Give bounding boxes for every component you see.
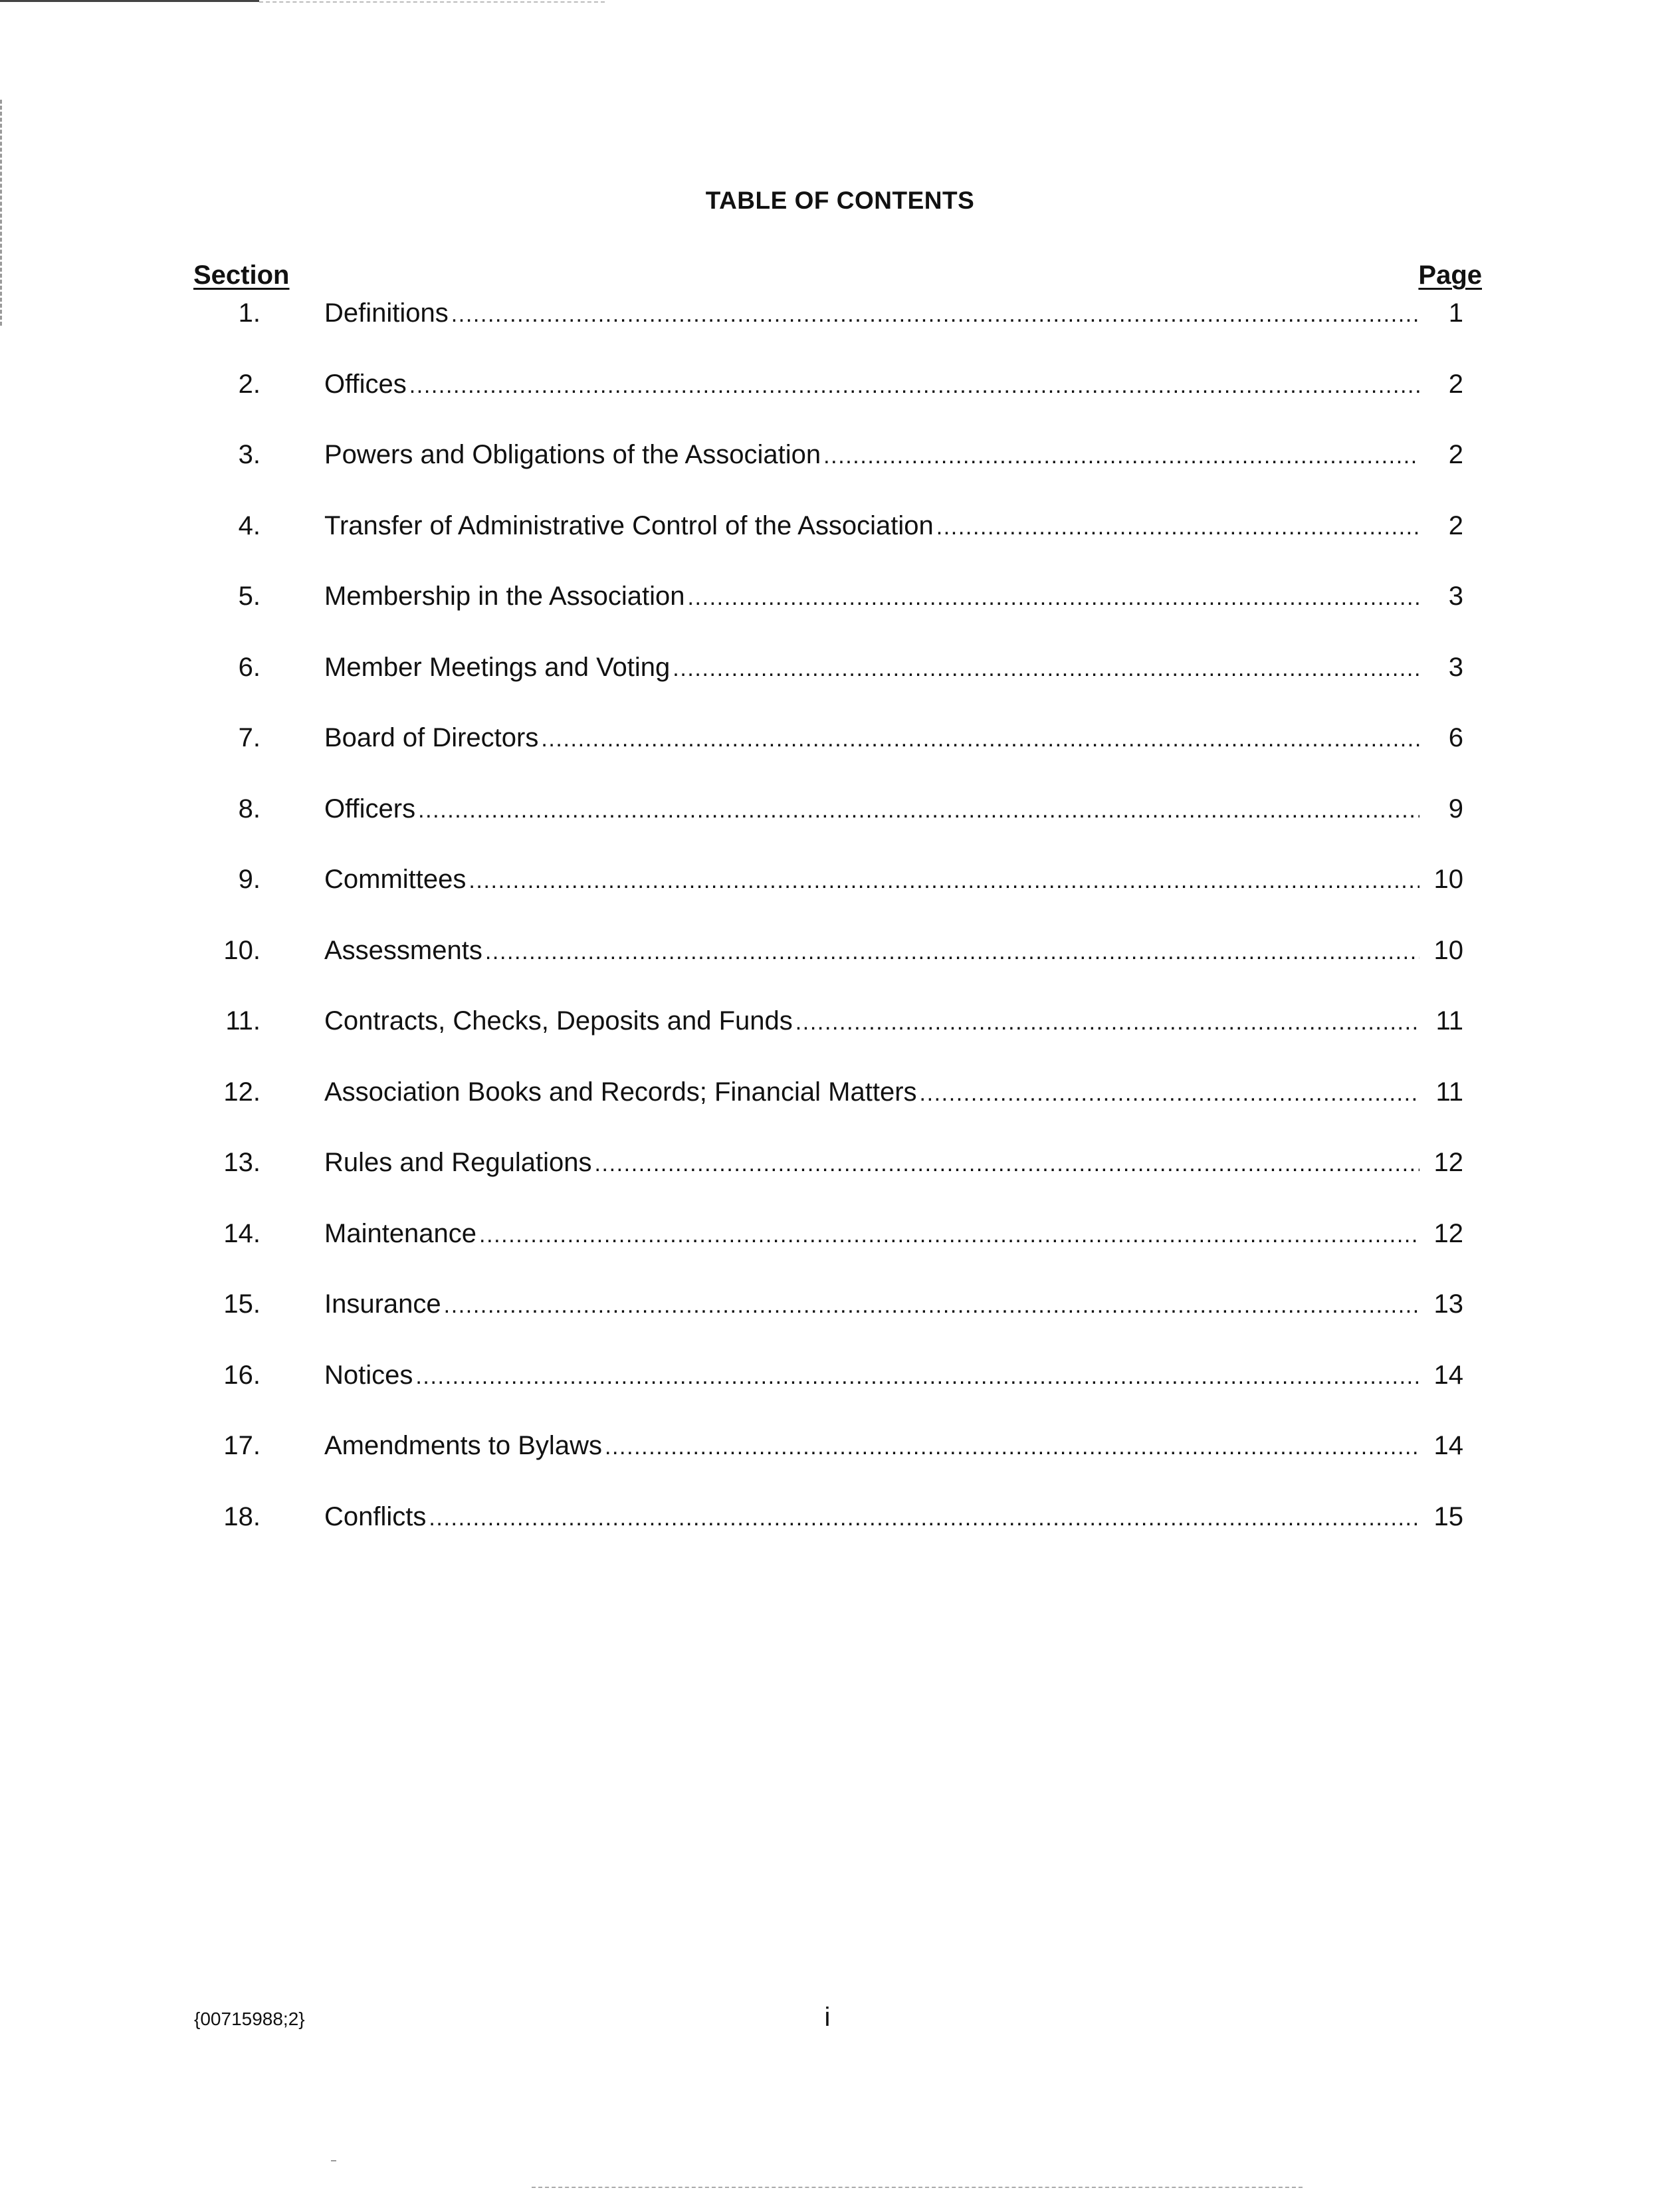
section-column-header: Section bbox=[193, 261, 290, 290]
toc-entry[interactable] bbox=[0, 934, 1680, 1005]
toc-entry-leader bbox=[324, 1500, 1462, 1535]
toc-entry-page: 6 bbox=[1419, 721, 1463, 754]
toc-entry-page: 10 bbox=[1419, 934, 1463, 967]
toc-entry[interactable] bbox=[0, 651, 1680, 722]
toc-entry-number: 17. bbox=[223, 1431, 261, 1460]
toc-entry-number: 8. bbox=[238, 794, 261, 823]
toc-entry[interactable] bbox=[0, 438, 1680, 509]
dot-leader bbox=[936, 510, 1462, 544]
toc-entry-leader bbox=[324, 863, 1462, 897]
toc-entry[interactable] bbox=[0, 721, 1680, 792]
toc-entry-number: 3. bbox=[238, 440, 261, 469]
toc-entry-number: 1. bbox=[238, 298, 261, 328]
dot-leader bbox=[429, 1501, 1462, 1535]
toc-entry-label: Conflicts bbox=[324, 1501, 427, 1531]
toc-entry-label: Powers and Obligations of the Association bbox=[324, 440, 821, 469]
toc-entry[interactable] bbox=[0, 580, 1680, 651]
toc-entry-page: 2 bbox=[1419, 368, 1463, 401]
toc-entry-leader bbox=[324, 509, 1462, 544]
toc-entry-leader bbox=[324, 368, 1462, 402]
scan-edge-bottom bbox=[532, 2187, 1303, 2188]
toc-entry-leader bbox=[324, 934, 1462, 968]
toc-entry-number: 12. bbox=[223, 1077, 261, 1107]
toc-entry-page: 9 bbox=[1419, 792, 1463, 825]
toc-entry[interactable] bbox=[0, 1359, 1680, 1430]
dot-leader bbox=[479, 1218, 1462, 1252]
toc-entry[interactable] bbox=[0, 509, 1680, 580]
toc-entry-label: Offices bbox=[324, 369, 407, 399]
toc-entry-number: 4. bbox=[238, 510, 261, 540]
toc-entry-page: 13 bbox=[1419, 1287, 1463, 1321]
dot-leader bbox=[688, 581, 1463, 614]
toc-entry-label: Rules and Regulations bbox=[324, 1148, 592, 1177]
toc-entry-leader bbox=[324, 1075, 1462, 1110]
toc-entry-page: 11 bbox=[1419, 1004, 1463, 1038]
toc-entry-leader bbox=[324, 1004, 1462, 1039]
toc-entry-leader bbox=[324, 296, 1462, 331]
dot-leader bbox=[469, 864, 1462, 897]
toc-entry-number: 7. bbox=[238, 723, 261, 752]
toc-entry[interactable] bbox=[0, 368, 1680, 439]
toc-entry-page: 15 bbox=[1419, 1500, 1463, 1533]
toc-entry-label: Membership in the Association bbox=[324, 582, 685, 611]
dot-leader bbox=[594, 1147, 1462, 1180]
toc-entry-label: Amendments to Bylaws bbox=[324, 1431, 602, 1460]
dot-leader bbox=[415, 1360, 1462, 1393]
toc-entry-page: 2 bbox=[1419, 509, 1463, 542]
dot-leader bbox=[451, 298, 1462, 331]
toc-entry-leader bbox=[324, 651, 1462, 685]
page-number: i bbox=[824, 2003, 831, 2032]
toc-entry[interactable] bbox=[0, 1287, 1680, 1359]
dot-leader bbox=[409, 369, 1462, 402]
toc-entry-page: 12 bbox=[1419, 1217, 1463, 1250]
toc-entry-number: 10. bbox=[223, 935, 261, 965]
toc-entry-page: 11 bbox=[1419, 1075, 1463, 1109]
dot-leader bbox=[605, 1430, 1462, 1464]
toc-entry-leader bbox=[324, 1359, 1462, 1393]
dot-leader bbox=[795, 1006, 1462, 1039]
toc-entry[interactable] bbox=[0, 792, 1680, 863]
toc-entry-page: 2 bbox=[1419, 438, 1463, 471]
toc-entry-number: 9. bbox=[238, 865, 261, 894]
toc-entry-label: Committees bbox=[324, 865, 467, 894]
toc-entry-label: Contracts, Checks, Deposits and Funds bbox=[324, 1006, 793, 1036]
scan-edge-top bbox=[0, 0, 259, 2]
scan-edge-top-dashes bbox=[259, 1, 605, 3]
toc-entry-number: 14. bbox=[223, 1218, 261, 1248]
toc-entry-page: 3 bbox=[1419, 580, 1463, 613]
toc-entry-label: Association Books and Records; Financial Matters bbox=[324, 1077, 917, 1107]
toc-entry-page: 10 bbox=[1419, 863, 1463, 896]
toc-entry-number: 15. bbox=[223, 1289, 261, 1319]
toc-entry-leader bbox=[324, 580, 1462, 614]
toc-entry[interactable] bbox=[0, 296, 1680, 368]
toc-entry-label: Assessments bbox=[324, 935, 482, 965]
toc-entry-label: Definitions bbox=[324, 298, 449, 328]
toc-entry-leader bbox=[324, 438, 1462, 473]
toc-entry-number: 5. bbox=[238, 582, 261, 611]
toc-entry-label: Transfer of Administrative Control of the Association bbox=[324, 510, 934, 540]
toc-entry[interactable] bbox=[0, 863, 1680, 934]
toc-entry-leader bbox=[324, 792, 1462, 827]
toc-entry-number: 2. bbox=[238, 369, 261, 399]
toc-entry-number: 18. bbox=[223, 1501, 261, 1531]
dot-leader bbox=[823, 439, 1462, 473]
toc-entry-leader bbox=[324, 1146, 1462, 1180]
toc-entry-leader bbox=[324, 721, 1462, 756]
dot-leader bbox=[673, 652, 1462, 685]
toc-entry[interactable] bbox=[0, 1075, 1680, 1147]
page-column-header: Page bbox=[1418, 261, 1482, 290]
dot-leader bbox=[444, 1289, 1462, 1322]
toc-entry-leader bbox=[324, 1287, 1462, 1322]
toc-entry[interactable] bbox=[0, 1146, 1680, 1217]
page-title: TABLE OF CONTENTS bbox=[705, 187, 975, 214]
toc-entry-page: 1 bbox=[1419, 296, 1463, 330]
document-id: {00715988;2} bbox=[194, 2009, 305, 2029]
toc-entry[interactable] bbox=[0, 1217, 1680, 1288]
toc-entry[interactable] bbox=[0, 1004, 1680, 1075]
dot-leader bbox=[541, 722, 1462, 756]
toc-list bbox=[0, 296, 1680, 1571]
toc-entry-page: 3 bbox=[1419, 651, 1463, 684]
dot-leader bbox=[920, 1077, 1462, 1110]
toc-entry-page: 14 bbox=[1419, 1359, 1463, 1392]
toc-entry-number: 16. bbox=[223, 1360, 261, 1390]
toc-entry-page: 14 bbox=[1419, 1429, 1463, 1462]
toc-entry-label: Board of Directors bbox=[324, 723, 539, 752]
toc-entry-number: 13. bbox=[223, 1148, 261, 1177]
toc-entry-number: 11. bbox=[225, 1006, 261, 1036]
toc-entry-label: Insurance bbox=[324, 1289, 441, 1319]
scan-speck bbox=[331, 2160, 336, 2161]
dot-leader bbox=[418, 794, 1462, 827]
toc-entry-number: 6. bbox=[238, 652, 261, 682]
toc-entry[interactable] bbox=[0, 1429, 1680, 1500]
toc-entry[interactable] bbox=[0, 1500, 1680, 1571]
toc-entry-label: Member Meetings and Voting bbox=[324, 652, 671, 682]
toc-entry-label: Officers bbox=[324, 794, 416, 823]
dot-leader bbox=[485, 935, 1462, 968]
toc-entry-page: 12 bbox=[1419, 1146, 1463, 1179]
toc-entry-leader bbox=[324, 1429, 1462, 1464]
toc-entry-label: Notices bbox=[324, 1360, 413, 1390]
toc-entry-label: Maintenance bbox=[324, 1218, 477, 1248]
toc-entry-leader bbox=[324, 1217, 1462, 1252]
